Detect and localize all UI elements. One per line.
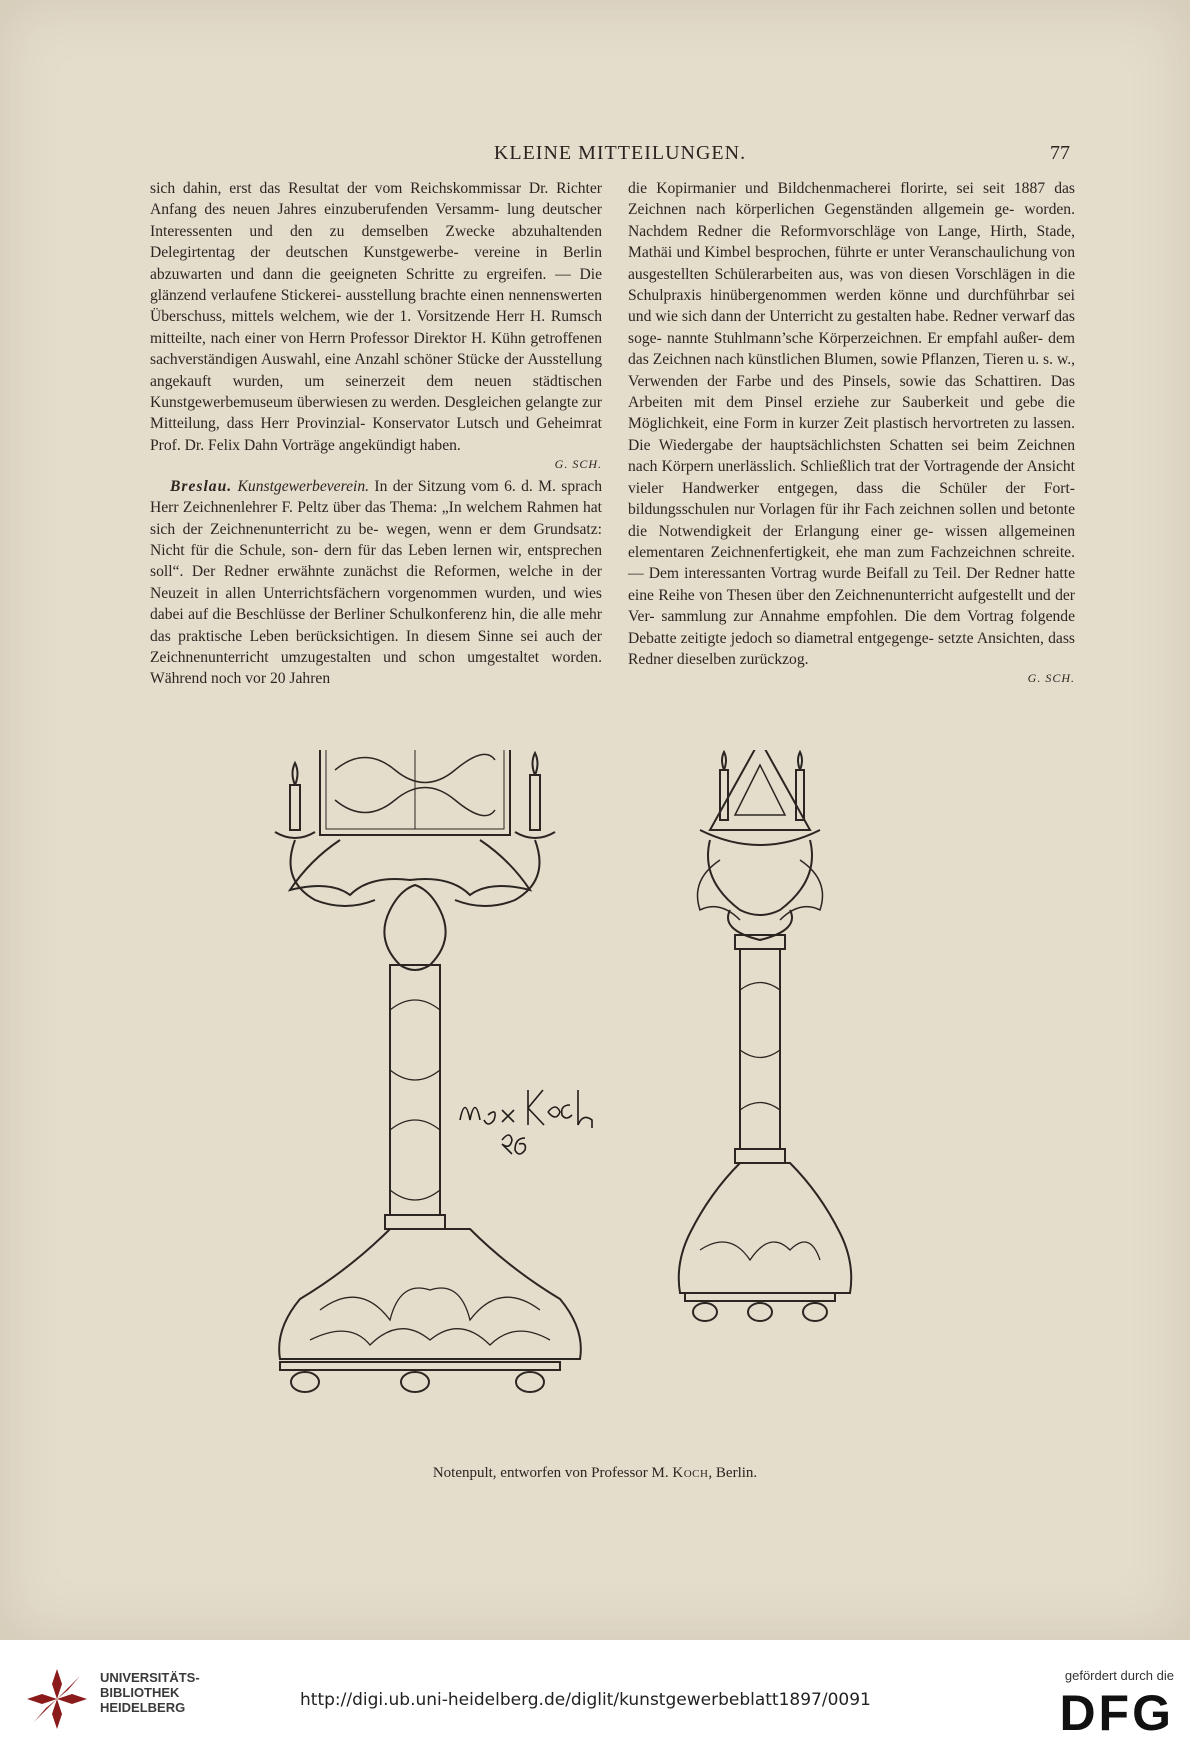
left-column xyxy=(150,178,602,690)
caption-prefix: Notenpult, entworfen von Professor M. xyxy=(432,1465,669,1481)
digitization-footer xyxy=(0,1640,1190,1754)
artist-signature xyxy=(460,1090,592,1154)
music-stand-illustration xyxy=(240,750,1100,1440)
dfg-logo: DFG xyxy=(1059,1685,1174,1741)
caption-name: Koch xyxy=(672,1465,709,1481)
library-name-line2: BIBLIOTHEK xyxy=(100,1685,180,1700)
signature-initials: G. SCH. xyxy=(554,457,602,472)
paragraph-breslau-text: In der Sitzung vom 6. d. M. sprach Herr Zeichnenlehrer F. Peltz über das Thema: „In welchem Rahmen hat sich der Zeichnenunterricht zu be- wegen, wenn er dem Grundsatz: Nicht für die Schule, son- dern für das Leben lernen wir, entsprechen soll“. Der Redner erwähnte zunächst die Reformen, welche in der Neuzeit in allen Unterrichtsfächern vorgenommen wurden, und wies dabei auf die Beschlüsse der Berliner Schulkonferenz hin, die alle mehr das praktische Leben berücksichtigen. In diesem Sinne sei auch der Zeichnenunterricht umzugestalten und schon umgestaltet worden. Während noch vor 20 Jahren xyxy=(150,477,602,688)
page-number: 77 xyxy=(1050,142,1070,164)
paragraph-breslau xyxy=(150,476,602,690)
caption-suffix: , Berlin. xyxy=(708,1465,758,1481)
running-header: KLEINE MITTEILUNGEN. xyxy=(493,142,747,164)
right-column xyxy=(628,178,1075,690)
library-name-line1: UNIVERSITÄTS- xyxy=(100,1670,200,1685)
funding-label: gefördert durch die xyxy=(1064,1668,1174,1683)
music-stand-drawing xyxy=(240,750,1100,1440)
paragraph-continuation: die Kopirmanier und Bildchenmacherei florirte, sei seit 1887 das Zeichnen nach körperlichen Gegenständen allgemein ge- worden. Nachdem Redner die Reformvorschläge von Lange, Hirth, Stade, Mathäi und Kimbel besprochen, führte er unter Veranschaulichung von ausgestellten Schülerarbeiten aus, was von diesen Vorschlägen in die Schulpraxis hinübergenommen werden könne und durchführbar sei und wie sich dann der Unterricht zu gestalten habe. Redner verwarf das soge- nannte Stuhlmann’sche Körperzeichnen. Er empfahl außer- dem das Zeichnen nach künstlichen Blumen, sowie Pflanzen, Tieren u. s. w., Verwenden der Farbe und des Pinsels, sowie das Schattiren. Das Arbeiten mit dem Pinsel erziehe zur Sauberkeit und gebe die Möglichkeit, eine Form in kurzer Zeit plastisch hervortreten zu lassen. Die Wiedergabe der hauptsächlichsten Schatten sei beim Zeichnen nach Körpern unerlässlich. Schließlich trat der Vortragende der Ansicht vieler Handwerker entgegen, dass die Schüler der Fort- bildungsschulen nur Vorlagen für ihr Fach zeichnen sollen und betonte die Notwendigkeit der Erlangung einer ge- wissen allgemeinen elementaren Zeichnenfertigkeit, ehe man zum Fachzeichnen schreite. — Dem interessanten Vortrag wurde Beifall zu Teil. Der Redner hatte eine Reihe von Thesen über den Zeichnenunterricht aufgestellt und der Ver- sammlung zur Annahme empfohlen. Die dem Vortrag folgende Debatte zeitigte jedoch so diametral entgegenge- setzte Ansichten, dass Redner dieselben zurückzog. xyxy=(628,180,1075,668)
university-library-logo xyxy=(22,1664,92,1734)
figure-caption xyxy=(0,1465,1190,1482)
music-stand-front-view xyxy=(275,750,581,1392)
library-name xyxy=(100,1670,200,1715)
signature-initials-right: G. SCH. xyxy=(1027,671,1075,686)
city-heading: Breslau. xyxy=(170,477,233,495)
society-heading: Kunstgewerbeverein. xyxy=(237,477,370,495)
permalink-url[interactable]: http://digi.ub.uni-heidelberg.de/diglit/kunstgewerbeblatt1897/0091 xyxy=(300,1690,871,1710)
library-name-line3: HEIDELBERG xyxy=(100,1700,186,1715)
music-stand-side-view xyxy=(679,750,852,1321)
paragraph-berlin: sich dahin, erst das Resultat der vom Reichskommissar Dr. Richter Anfang des neuen Jahres einzuberufenden Versamm- lung deutscher Interessenten und den zu demselben Zwecke abzuhaltenden Delegirtentag der deutschen Kunstgewerbe- vereine in Berlin abzuwarten und dann die geeigneten Schritte zu ergreifen. — Die glänzend verlaufene Stickerei- ausstellung brachte einen nennenswerten Überschuss, mittels welchem, wie der 1. Vorsitzende Herr H. Rumsch mitteilte, nach einer von Herrn Professor Direktor H. Kühn getroffenen sachverständigen Auswahl, eine Anzahl schöner Stücke der Ausstellung angekauft wurden, um seinerzeit dem neuen städtischen Kunstgewerbemuseum überwiesen zu werden. Desgleichen gelangte zur Mitteilung, dass Herr Provinzial- Konservator Lutsch und Geheimrat Prof. Dr. Felix Dahn Vorträge angekündigt haben. xyxy=(150,180,602,454)
